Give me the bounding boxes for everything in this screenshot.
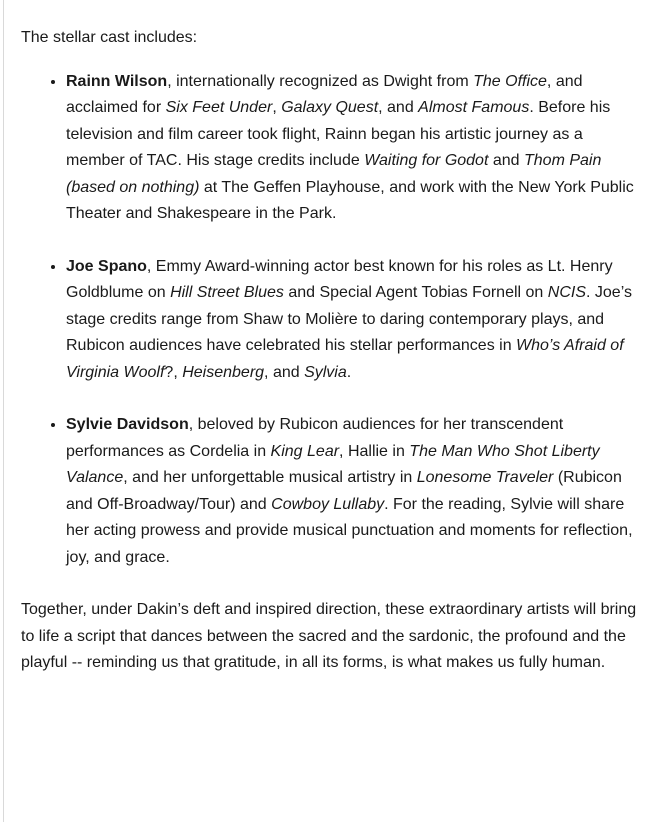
text-segment: , and — [378, 99, 419, 116]
text-segment-italic: Galaxy Quest — [281, 99, 379, 116]
text-segment: . — [346, 363, 352, 381]
text-segment-italic: NCIS — [547, 284, 587, 301]
text-segment: . Before his television and film career took flight, Rainn began his artistic journey as a member of TAC. His stage credits include — [66, 99, 611, 169]
text-segment-italic: Hill Street Blues — [170, 284, 284, 301]
text-segment-italic: Six Feet Under — [165, 99, 273, 116]
intro-paragraph — [21, 25, 641, 52]
text-segment-italic: Thom Pain (based on nothing) — [66, 152, 602, 196]
text-segment-italic: Sylvia — [304, 363, 347, 381]
text-segment-italic: Almost Famous — [418, 99, 530, 116]
text-segment: , beloved by Rubicon audiences for her transcendent performances as Cordelia in — [66, 416, 564, 460]
text-segment-italic: King Lear — [270, 442, 340, 460]
text-segment: Together, under Dakin’s deft and inspired direction, these extraordinary artists will bring to life a script that dances between the sacred and the sardonic, the profound and the playful -- reminding us that gratitude, in all its forms, is what makes us fully human. — [21, 601, 637, 671]
text-segment-bold: Joe Spano — [66, 257, 147, 275]
text-segment: , Emmy Award-winning actor best known for his roles as Lt. Henry Goldblume on — [66, 257, 613, 301]
text-segment: , — [272, 99, 282, 116]
text-segment: , Hallie in — [339, 442, 410, 460]
text-segment: , internationally recognized as Dwight from — [167, 72, 474, 90]
cast-list — [21, 69, 641, 572]
text-segment: . For the reading, Sylvie will share her acting prowess and provide musical punctuation and moments for reflection, joy, and grace. — [66, 495, 633, 566]
text-segment-italic: The Man Who Shot Liberty Valance — [66, 442, 600, 486]
text-segment: The stellar cast includes: — [21, 29, 198, 46]
article-content — [3, 0, 655, 822]
text-segment-italic: Who’s Afraid of Virginia Woolf — [66, 337, 624, 381]
text-segment: at The Geffen Playhouse, and work with the New York Public Theater and Shakespeare in the Park. — [66, 178, 634, 222]
text-segment: (Rubicon and Off-Broadway/Tour) and — [66, 469, 622, 513]
text-segment-bold: Rainn Wilson — [66, 72, 168, 90]
text-segment-italic: Heisenberg — [182, 363, 265, 381]
text-segment: . Joe’s stage credits range from Shaw to Molière to daring contemporary plays, and Rubicon audiences have celebrated his stellar performances in — [66, 284, 632, 354]
text-segment: and — [488, 152, 524, 169]
text-segment-italic: Lonesome Traveler — [416, 469, 554, 486]
cast-list-item-1 — [66, 69, 641, 228]
text-segment-italic: Waiting for Godot — [364, 152, 489, 169]
cast-list-item-3 — [66, 412, 641, 571]
text-segment: ?, — [164, 363, 183, 381]
text-segment: , and — [264, 363, 305, 381]
closing-paragraph — [21, 597, 641, 677]
text-segment-italic: The Office — [473, 72, 547, 90]
text-segment: and Special Agent Tobias Fornell on — [283, 284, 548, 301]
cast-list-item-2 — [66, 254, 641, 387]
text-segment-italic: Cowboy Lullaby — [271, 495, 385, 513]
text-segment: , and acclaimed for — [66, 72, 583, 116]
text-segment-bold: Sylvie Davidson — [66, 416, 189, 433]
text-segment: , and her unforgettable musical artistry in — [123, 469, 417, 486]
